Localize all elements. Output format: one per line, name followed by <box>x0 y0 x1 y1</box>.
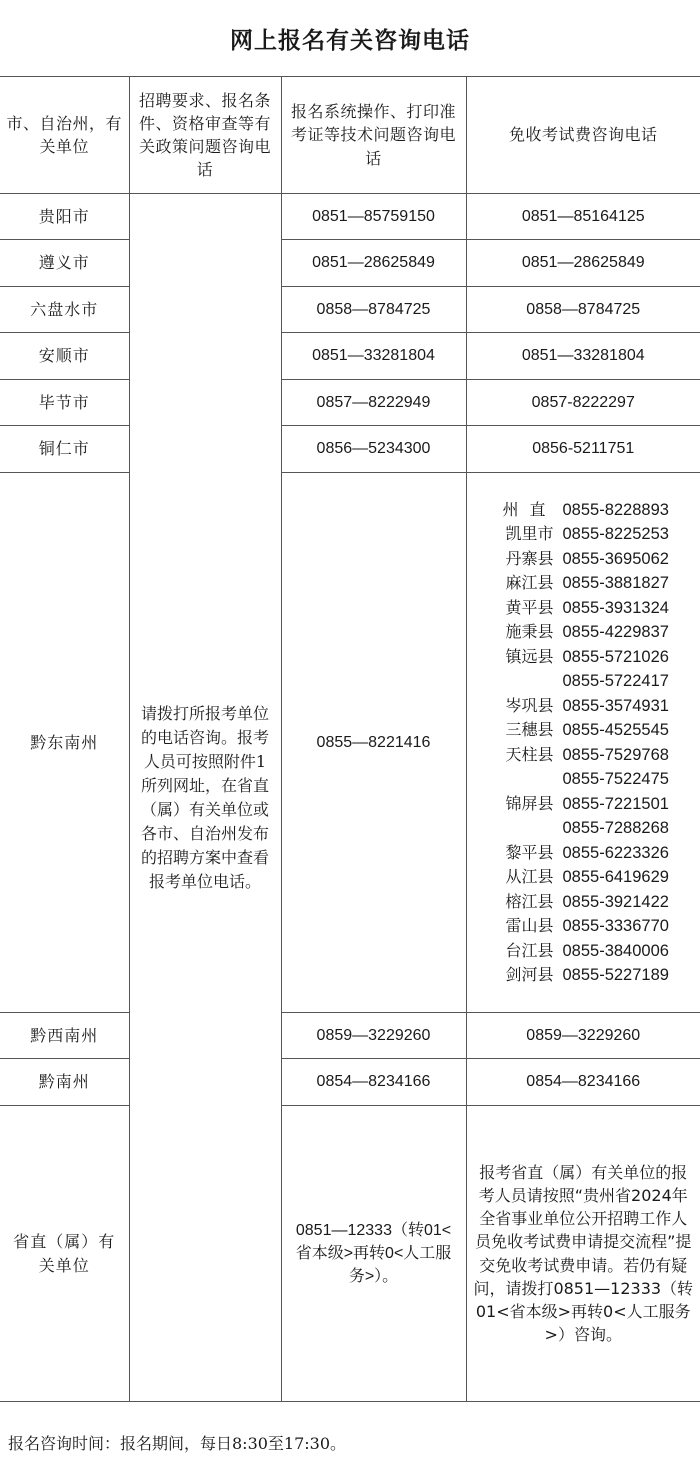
county-name: 榕江县 <box>505 891 554 911</box>
page-title: 网上报名有关咨询电话 <box>230 26 470 54</box>
table-row <box>0 194 700 240</box>
county-line <box>497 522 700 547</box>
unit-cell: 黔东南州 <box>0 473 129 1013</box>
county-line <box>497 767 700 792</box>
header-tech: 报名系统操作、打印准考证等技术问题咨询电话 <box>281 77 466 194</box>
tech-phone: 0857—8222949 <box>281 380 466 426</box>
table-row-provincial <box>0 1106 700 1402</box>
unit-cell: 遵义市 <box>0 240 129 287</box>
tech-phone: 0851—33281804 <box>281 333 466 380</box>
table-row <box>0 1059 700 1106</box>
county-phone: 0855-3921422 <box>562 892 669 911</box>
county-phone: 0855-8228893 <box>562 500 669 519</box>
county-phone: 0855-3931324 <box>562 598 669 617</box>
county-line <box>497 743 700 768</box>
unit-cell: 六盘水市 <box>0 287 129 333</box>
county-line <box>497 890 700 915</box>
county-phone: 0855-3840006 <box>562 941 669 960</box>
contact-table <box>0 76 700 1402</box>
county-name: 岑巩县 <box>505 695 554 715</box>
county-name: 黄平县 <box>505 597 554 617</box>
county-name: 凯里市 <box>505 524 554 543</box>
county-name: 从江县 <box>505 867 554 886</box>
unit-cell: 铜仁市 <box>0 426 129 473</box>
header-policy: 招聘要求、报名条件、资格审查等有关政策问题咨询电话 <box>129 77 281 194</box>
county-line <box>497 620 700 645</box>
county-phone: 0855-3881827 <box>562 574 669 592</box>
table-row <box>0 1013 700 1059</box>
county-line <box>497 571 700 596</box>
county-phone: 0855-4525545 <box>562 721 669 739</box>
county-name: 施秉县 <box>505 622 554 641</box>
unit-cell: 黔西南州 <box>0 1013 129 1059</box>
county-name: 麻江县 <box>505 573 554 592</box>
county-phone: 0855-7522475 <box>562 770 669 788</box>
table-row <box>0 287 700 333</box>
county-phone: 0855-5227189 <box>562 966 669 984</box>
table-row <box>0 380 700 426</box>
county-phone: 0855-5721026 <box>562 647 669 666</box>
county-phone: 0855-8225253 <box>562 525 669 543</box>
county-phone: 0855-5722417 <box>562 672 669 690</box>
county-name: 州直 <box>502 499 557 519</box>
county-name: 锦屏县 <box>505 793 554 813</box>
exempt-phone: 0851—28625849 <box>466 240 700 287</box>
county-name: 三穗县 <box>505 720 554 739</box>
header-unit: 市、自治州，有关单位 <box>0 77 129 194</box>
county-line <box>497 694 700 719</box>
county-phone: 0855-6223326 <box>562 843 669 862</box>
county-phone-list <box>466 473 700 1013</box>
unit-cell: 毕节市 <box>0 380 129 426</box>
unit-cell: 黔南州 <box>0 1059 129 1106</box>
county-line <box>497 816 700 841</box>
tech-phone: 0851—12333（转01<省本级>再转0<人工服务>）。 <box>281 1106 466 1402</box>
table-row <box>0 333 700 380</box>
policy-note-cell: 请拨打所报考单位的电话咨询。报考人员可按照附件1所列网址，在省直（属）有关单位或各市、自治州发布的招聘方案中查看报考单位电话。 <box>129 194 281 1402</box>
county-line <box>497 547 700 572</box>
tech-phone: 0854—8234166 <box>281 1059 466 1106</box>
county-line <box>497 865 700 890</box>
county-phone: 0855-6419629 <box>562 868 669 886</box>
county-name <box>497 669 563 694</box>
county-line <box>497 841 700 866</box>
header-exempt: 免收考试费咨询电话 <box>466 77 700 194</box>
exempt-phone: 0858—8784725 <box>466 287 700 333</box>
exempt-phone: 0851—33281804 <box>466 333 700 380</box>
county-name: 镇远县 <box>505 646 554 666</box>
county-name: 丹寨县 <box>505 548 554 568</box>
county-phone: 0855-4229837 <box>562 623 669 641</box>
tech-phone: 0856—5234300 <box>281 426 466 473</box>
table-row-qdn <box>0 473 700 1013</box>
county-phone: 0855-3336770 <box>562 917 669 935</box>
exempt-phone: 0854—8234166 <box>466 1059 700 1106</box>
exempt-phone: 0859—3229260 <box>466 1013 700 1059</box>
county-name <box>497 767 563 792</box>
tech-phone: 0858—8784725 <box>281 287 466 333</box>
county-line <box>497 939 700 964</box>
county-name: 天柱县 <box>505 744 554 764</box>
tech-phone: 0851—85759150 <box>281 194 466 240</box>
exempt-note: 报考省直（属）有关单位的报考人员请按照“贵州省2024年全省事业单位公开招聘工作人员免收考试费申请提交流程”提交免收考试费申请。若仍有疑问，请拨打0851—12333（转01<省本级>再转0<人工服务>）咨询。 <box>466 1106 700 1402</box>
footer-note: 报名咨询时间：报名期间，每日8:30至17:30。 <box>8 1434 347 1453</box>
county-line <box>497 596 700 621</box>
unit-cell: 安顺市 <box>0 333 129 380</box>
county-name: 黎平县 <box>505 842 554 862</box>
table-row <box>0 240 700 287</box>
county-name: 雷山县 <box>505 916 554 935</box>
county-line <box>497 498 700 523</box>
county-phone: 0855-7529768 <box>562 745 669 764</box>
county-line <box>497 914 700 939</box>
unit-cell: 贵阳市 <box>0 194 129 240</box>
county-phone: 0855-7288268 <box>562 819 669 837</box>
county-phone: 0855-3574931 <box>562 696 669 715</box>
unit-cell: 省直（属）有关单位 <box>0 1106 129 1402</box>
tech-phone: 0855—8221416 <box>281 473 466 1013</box>
county-line <box>497 718 700 743</box>
county-line <box>497 792 700 817</box>
county-line <box>497 963 700 988</box>
county-phone: 0855-7221501 <box>562 794 669 813</box>
header-row <box>0 77 700 194</box>
county-name <box>497 816 563 841</box>
exempt-phone: 0857-8222297 <box>466 380 700 426</box>
county-name: 台江县 <box>505 940 554 960</box>
tech-phone: 0859—3229260 <box>281 1013 466 1059</box>
county-phone: 0855-3695062 <box>562 549 669 568</box>
exempt-phone: 0856-5211751 <box>466 426 700 473</box>
tech-phone: 0851—28625849 <box>281 240 466 287</box>
table-row <box>0 426 700 473</box>
exempt-phone: 0851—85164125 <box>466 194 700 240</box>
county-line <box>497 669 700 694</box>
county-line <box>497 645 700 670</box>
county-name: 剑河县 <box>505 965 554 984</box>
